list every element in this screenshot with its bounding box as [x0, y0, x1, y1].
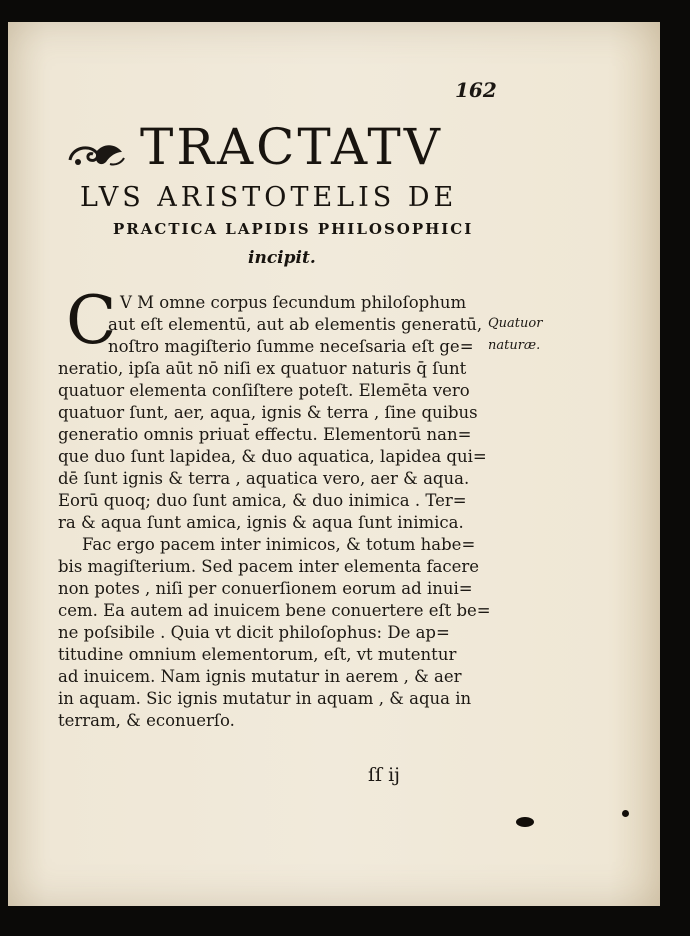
text-line: bis magiſterium. Sed pacem inter elementa facere	[58, 557, 480, 576]
title-line-2: LVS ARISTOTELIS DE	[80, 182, 458, 213]
title-line-4: incipit.	[248, 248, 316, 268]
text-line: dē ſunt ignis & terra , aquatica vero, aer & aqua.	[58, 469, 470, 488]
text-line: aut eſt elementū, aut ab elementis generatū,	[108, 315, 483, 334]
text-line: ne poſsibile . Quia vt dicit philoſophus: De ap=	[58, 623, 450, 642]
page-number: 162	[455, 78, 497, 102]
ink-spot	[622, 810, 629, 817]
signature-mark: ſſ ij	[368, 764, 401, 786]
decorative-fleuron-icon	[66, 140, 128, 170]
text-line: Eorū quoq; duo ſunt amica, & duo inimica . Ter=	[58, 491, 467, 510]
text-line: non potes , niſi per conuerſionem eorum ad inui=	[58, 579, 473, 598]
text-line: ad inuicem. Nam ignis mutatur in aerem , & aer	[58, 667, 462, 686]
marginal-note	[488, 313, 542, 357]
text-line: terram, & econuerſo.	[58, 711, 235, 730]
marginal-note-line-2: naturæ.	[488, 338, 541, 353]
title-line-1: TRACTATV	[140, 118, 443, 176]
ink-stain	[516, 817, 534, 827]
text-line: V M omne corpus ſecundum philoſophum	[120, 293, 467, 312]
text-line: in aquam. Sic ignis mutatur in aquam , & aqua in	[58, 689, 472, 708]
text-line: quatuor elementa conſiſtere poteſt. Elemēta vero	[58, 381, 470, 400]
text-line: titudine omnium elementorum, eſt, vt mutentur	[58, 645, 457, 664]
paper-page	[8, 22, 660, 906]
title-line-3: PRACTICA LAPIDIS PHILOSOPHICI	[113, 220, 474, 238]
text-line: noſtro magiſterio ſumme neceſsaria eſt ge=	[108, 337, 474, 356]
text-line: ra & aqua ſunt amica, ignis & aqua ſunt inimica.	[58, 513, 464, 532]
drop-cap: C	[66, 282, 117, 359]
text-line: que duo ſunt lapidea, & duo aquatica, lapidea qui=	[58, 447, 487, 466]
text-line: Fac ergo pacem inter inimicos, & totum habe=	[82, 535, 476, 554]
text-line: neratio, ipſa aūt nō niſi ex quatuor naturis q̄ ſunt	[58, 359, 467, 378]
marginal-note-line-1: Quatuor	[488, 316, 543, 331]
text-line: generatio omnis priuat̄ effectu. Elementorū nan=	[58, 425, 472, 444]
text-line: quatuor ſunt, aer, aqua, ignis & terra , ſine quibus	[58, 403, 478, 422]
text-line: cem. Ea autem ad inuicem bene conuertere eſt be=	[58, 601, 491, 620]
